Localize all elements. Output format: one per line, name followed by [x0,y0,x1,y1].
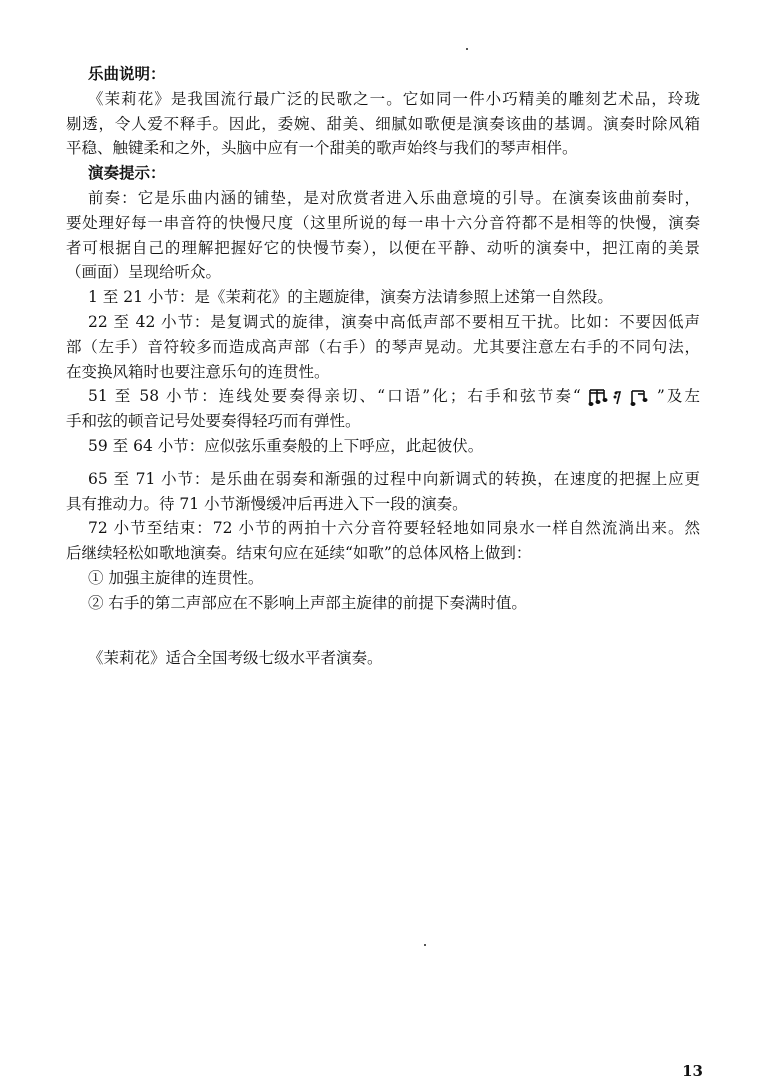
text-line: 《茉莉花》适合全国考级七级水平者演奏。 [88,648,383,667]
text-line: 在变换风箱时也要注意乐句的连贯性。 [66,362,330,381]
text-line: 剔透，令人爱不释手。因此，委婉、甜美、细腻如歌便是演奏该曲的基调。演奏时除风箱 [66,114,700,133]
text-segment: 51 至 58 小节：连线处要奏得亲切、“口语”化；右手和弦节奏“ [88,387,581,406]
text-line: 72 小节至结束：72 小节的两拍十六分音符要轻轻地如同泉水一样自然流淌出来。然 [88,519,700,538]
text-line: 部（左手）音符较多而造成高声部（右手）的琴声晃动。尤其要注意左右手的不同句法， [66,337,700,356]
text-line: 平稳、触键柔和之外，头脑中应有一个甜美的歌声始终与我们的琴声相伴。 [66,139,578,158]
sixteenth-note-rhythm-icon [588,387,650,407]
text-segment: ”及左 [656,387,700,406]
text-line: 手和弦的顿音记号处要奏得轻巧而有弹性。 [66,412,361,431]
scan-speck [466,48,468,50]
section-heading: 乐曲说明： [88,64,166,83]
text-line: 要处理好每一串音符的快慢尺度（这里所说的每一串十六分音符都不是相等的快慢，演奏 [66,213,700,232]
text-line: 前奏：它是乐曲内涵的铺垫，是对欣赏者进入乐曲意境的引导。在演奏该曲前奏时， [88,188,700,207]
text-line: 59 至 64 小节：应似弦乐重奏般的上下呼应，此起彼伏。 [88,436,484,455]
document-body [66,62,700,670]
text-line: 65 至 71 小节：是乐曲在弱奏和渐强的过程中向新调式的转换，在速度的把握上应更 [88,469,700,488]
page-number: 13 [682,1062,703,1080]
text-line: 《茉莉花》是我国流行最广泛的民歌之一。它如同一件小巧精美的雕刻艺术品，玲珑 [88,89,700,108]
text-line: ① 加强主旋律的连贯性。 [88,568,264,587]
text-line: 1 至 21 小节：是《茉莉花》的主题旋律，演奏方法请参照上述第一自然段。 [88,288,613,307]
text-line: （画面）呈现给听众。 [66,263,222,282]
text-line: ② 右手的第二声部应在不影响上声部主旋律的前提下奏满时值。 [88,593,527,612]
text-line [66,384,700,409]
text-line: 者可根据自己的理解把握好它的快慢节奏），以便在平静、动听的演奏中，把江南的美景 [66,238,700,257]
text-line: 具有推动力。待 71 小节渐慢缓冲后再进入下一段的演奏。 [66,494,468,513]
text-line: 后继续轻松如歌地演奏。结束句应在延续“如歌”的总体风格上做到： [66,544,532,563]
section-heading: 演奏提示： [88,163,166,183]
scan-speck [424,944,426,946]
text-line: 22 至 42 小节：是复调式的旋律，演奏中高低声部不要相互干扰。比如：不要因低声 [88,312,700,331]
